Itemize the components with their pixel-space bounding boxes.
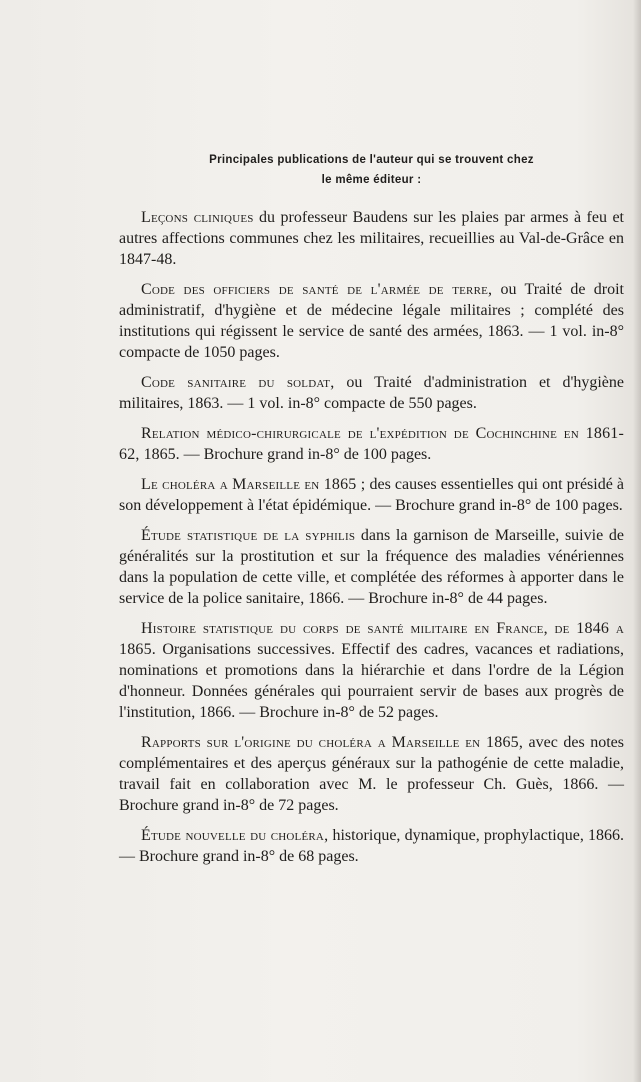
publication-entry — [119, 207, 624, 270]
publication-description: des causes essentielles qui ont présidé à son développement à l'état épidémique. — Brochure grand in-8° de 100 pages. — [119, 476, 624, 514]
list-heading — [119, 150, 624, 190]
publication-entry — [119, 525, 624, 609]
publication-entry — [119, 474, 624, 516]
publication-entry — [119, 618, 624, 723]
publication-description: du professeur Baudens sur les plaies par armes à feu et autres affections communes chez les militaires, recueillies au Val-de-Grâce en 1847-48. — [119, 209, 624, 268]
publication-description: ou Traité de droit administratif, d'hygiène et de médecine légale militaires ; complété des institutions qui régissent le service de santé des armées, 1863. — 1 vol. in-8° compacte de 1050 pages. — [119, 281, 624, 361]
publications-list — [119, 150, 624, 876]
publication-description: dans la garnison de Marseille, suivie de généralités sur la prostitution et sur la fréquence des maladies vénériennes dans la population de cette ville, et complétée des réformes à apporter dans le service de la police sanitaire, 1866. — Brochure in-8° de 44 pages. — [119, 527, 624, 607]
publication-title: Histoire statistique du corps de santé militaire en France, de 1846 a 1865. — [119, 620, 624, 658]
heading-line-2: le même éditeur : — [321, 174, 422, 186]
publication-entry — [119, 732, 624, 816]
publication-title: Leçons cliniques — [141, 209, 254, 226]
publication-title: Étude nouvelle du choléra, — [141, 827, 329, 844]
publication-title: Code sanitaire du soldat, — [141, 374, 335, 391]
publication-title: Relation médico-chirurgicale de l'expédition de Cochinchine en 1861-62, — [119, 425, 624, 463]
publication-description: Organisations successives. Effectif des cadres, vacances et radiations, nominations et promotions dans la hiérarchie et dans l'ordre de la Légion d'honneur. Données générales qui pourraient servir de bases aux progrès de l'institution, 1866. — Brochure in-8° de 52 pages. — [119, 641, 624, 721]
publication-description: 1865. — Brochure grand in-8° de 100 pages. — [139, 446, 432, 463]
publication-entry — [119, 279, 624, 363]
publication-description: ou Traité d'administration et d'hygiène militaires, 1863. — 1 vol. in-8° compacte de 550 pages. — [119, 374, 624, 412]
publication-description: avec des notes complémentaires et des aperçus généraux sur la pathogénie de cette maladie, travail fait en collaboration avec M. le professeur Ch. Guès, 1866. — Brochure grand in-8° de 72 pages. — [119, 734, 624, 814]
publication-title: Rapports sur l'origine du choléra a Marseille en 1865, — [141, 734, 524, 751]
publication-title: Code des officiers de santé de l'armée de terre, — [141, 281, 493, 298]
publication-entry — [119, 825, 624, 867]
heading-line-1: Principales publications de l'auteur qui se trouvent chez — [209, 154, 534, 166]
publication-title: Le choléra a Marseille en 1865 ; — [141, 476, 366, 493]
publication-title: Étude statistique de la syphilis — [141, 527, 356, 544]
publication-description: historique, dynamique, prophylactique, 1866. — Brochure grand in-8° de 68 pages. — [119, 827, 624, 865]
publication-entry — [119, 423, 624, 465]
publication-entry — [119, 372, 624, 414]
page-edge-shadow — [633, 0, 641, 1082]
